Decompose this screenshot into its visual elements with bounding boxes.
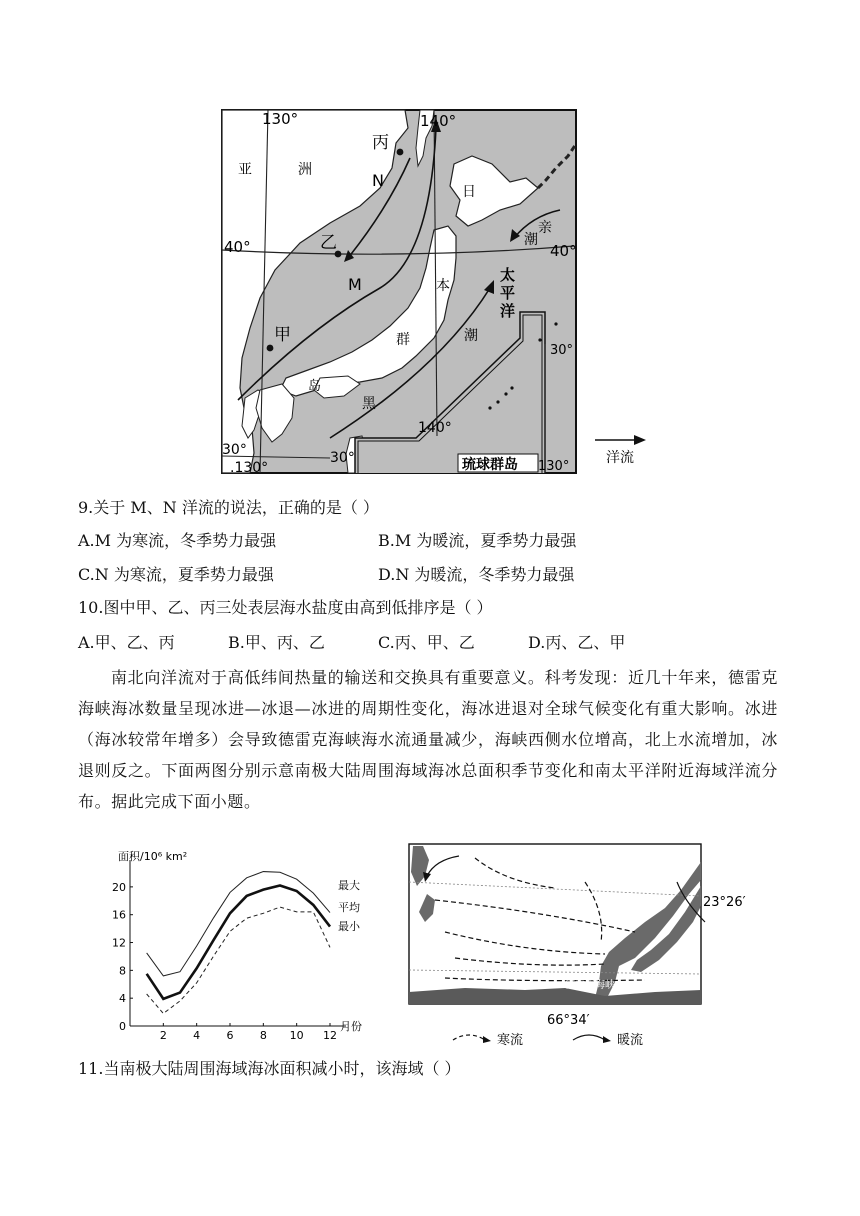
lon-130-bottom: .130° xyxy=(230,460,269,476)
y-tick-label: 16 xyxy=(112,908,126,922)
y-tick-label: 8 xyxy=(119,964,126,978)
svg-text:潮: 潮 xyxy=(524,232,538,248)
legend-arrow-icon xyxy=(634,435,646,445)
legend-cold-label: 寒流 xyxy=(497,1033,524,1047)
svg-text:岛: 岛 xyxy=(308,379,322,394)
svg-text:M: M xyxy=(348,275,362,294)
legend-cold-icon xyxy=(453,1035,485,1040)
svg-text:洲: 洲 xyxy=(298,162,312,178)
y-tick-label: 20 xyxy=(112,880,126,894)
series-line-1 xyxy=(147,885,330,998)
lon-130-inset: 130° xyxy=(538,459,570,474)
svg-text:平: 平 xyxy=(500,284,516,302)
svg-text:乙: 乙 xyxy=(320,233,337,253)
x-tick-label: 8 xyxy=(259,1029,267,1042)
lon-140-top: 140° xyxy=(420,112,457,130)
lat-23-label: 23°26′ xyxy=(703,895,746,910)
legend-warm-icon xyxy=(573,1035,605,1040)
svg-text:日: 日 xyxy=(462,184,476,200)
lat-66-label: 66°34′ xyxy=(547,1013,590,1028)
sea-ice-area-chart xyxy=(100,842,380,1042)
svg-text:N: N xyxy=(372,171,384,190)
series-line-0 xyxy=(147,872,330,976)
y-tick-label: 4 xyxy=(119,992,126,1006)
svg-text:群: 群 xyxy=(396,332,410,348)
lat-30-left: 30° xyxy=(222,442,247,458)
q9-option-c: C.N 为寒流，夏季势力最强 xyxy=(78,565,274,584)
svg-text:甲: 甲 xyxy=(274,325,291,345)
q10-option-b: B.甲、丙、乙 xyxy=(228,633,325,652)
ryukyu-inset-label: 琉球群岛 xyxy=(462,457,518,473)
svg-text:亲: 亲 xyxy=(538,220,552,236)
q9-option-d: D.N 为暖流，冬季势力最强 xyxy=(378,565,575,584)
svg-text:亚: 亚 xyxy=(238,162,252,178)
chart-xlabel: 月份 xyxy=(340,1020,362,1033)
series-label: 平均 xyxy=(338,900,360,914)
lat-40-right: 40° xyxy=(550,242,577,260)
q9-option-a: A.M 为寒流，冬季势力最强 xyxy=(78,531,277,550)
lat-30-inset: 30° xyxy=(550,343,574,358)
passage-text: 南北向洋流对于高低纬间热量的输送和交换具有重要意义。科考发现：近几十年来，德雷克海峡海冰数量呈现冰进—冰退—冰进的周期性变化，海冰进退对全球气候变化有重大影响。冰进（海冰较常年增多）会导致德雷克海峡海水流通量减少，海峡西侧水位增高，北上水流增加，冰退则反之。下面两图分别示意南极大陆周围海域海冰总面积季节变化和南太平洋附近海域洋流分布。据此完成下面小题。 xyxy=(78,668,778,811)
series-label: 最小 xyxy=(338,919,360,933)
x-tick-label: 4 xyxy=(193,1029,201,1042)
q11-stem: 11.当南极大陆周围海域海冰面积减小时，该海域（ ） xyxy=(78,1059,461,1078)
q10-option-a: A.甲、乙、丙 xyxy=(78,633,175,652)
x-tick-label: 12 xyxy=(323,1029,337,1042)
q10-option-c: C.丙、甲、乙 xyxy=(378,633,475,652)
svg-text:黑: 黑 xyxy=(362,396,376,412)
svg-text:太: 太 xyxy=(500,266,516,284)
q10-stem: 10.图中甲、乙、丙三处表层海水盐度由高到低排序是（ ） xyxy=(78,598,493,617)
drake-strait-label: 德雷克海峡 xyxy=(565,980,615,991)
lon-140-bottom: 140° xyxy=(418,420,452,436)
japan-current-map xyxy=(220,108,660,476)
q9-option-b: B.M 为暖流，夏季势力最强 xyxy=(378,531,577,550)
point-jia xyxy=(267,345,274,352)
q9-stem: 9.关于 M、N 洋流的说法，正确的是（ ） xyxy=(78,498,379,517)
q10-option-d: D.丙、乙、甲 xyxy=(528,633,626,652)
series-line-2 xyxy=(147,907,330,1013)
svg-text:本: 本 xyxy=(436,278,450,294)
x-tick-label: 10 xyxy=(289,1029,304,1042)
svg-text:洋: 洋 xyxy=(500,302,516,320)
y-tick-label: 12 xyxy=(112,936,126,950)
legend-current-label: 洋流 xyxy=(606,450,634,466)
x-tick-label: 6 xyxy=(226,1029,234,1042)
lat-30-mid: 30° xyxy=(330,450,355,466)
chart-ylabel: 面积/10⁶ km² xyxy=(118,850,188,863)
lon-130-top: 130° xyxy=(262,110,299,128)
x-tick-label: 2 xyxy=(159,1029,167,1042)
legend-warm-label: 暖流 xyxy=(617,1033,644,1047)
point-bing xyxy=(397,149,404,156)
south-pacific-current-map xyxy=(405,842,785,1047)
y-tick-label: 0 xyxy=(119,1020,126,1033)
svg-text:潮: 潮 xyxy=(464,328,478,344)
series-label: 最大 xyxy=(338,879,360,893)
lat-40-left: 40° xyxy=(224,238,251,256)
svg-text:丙: 丙 xyxy=(372,133,389,153)
